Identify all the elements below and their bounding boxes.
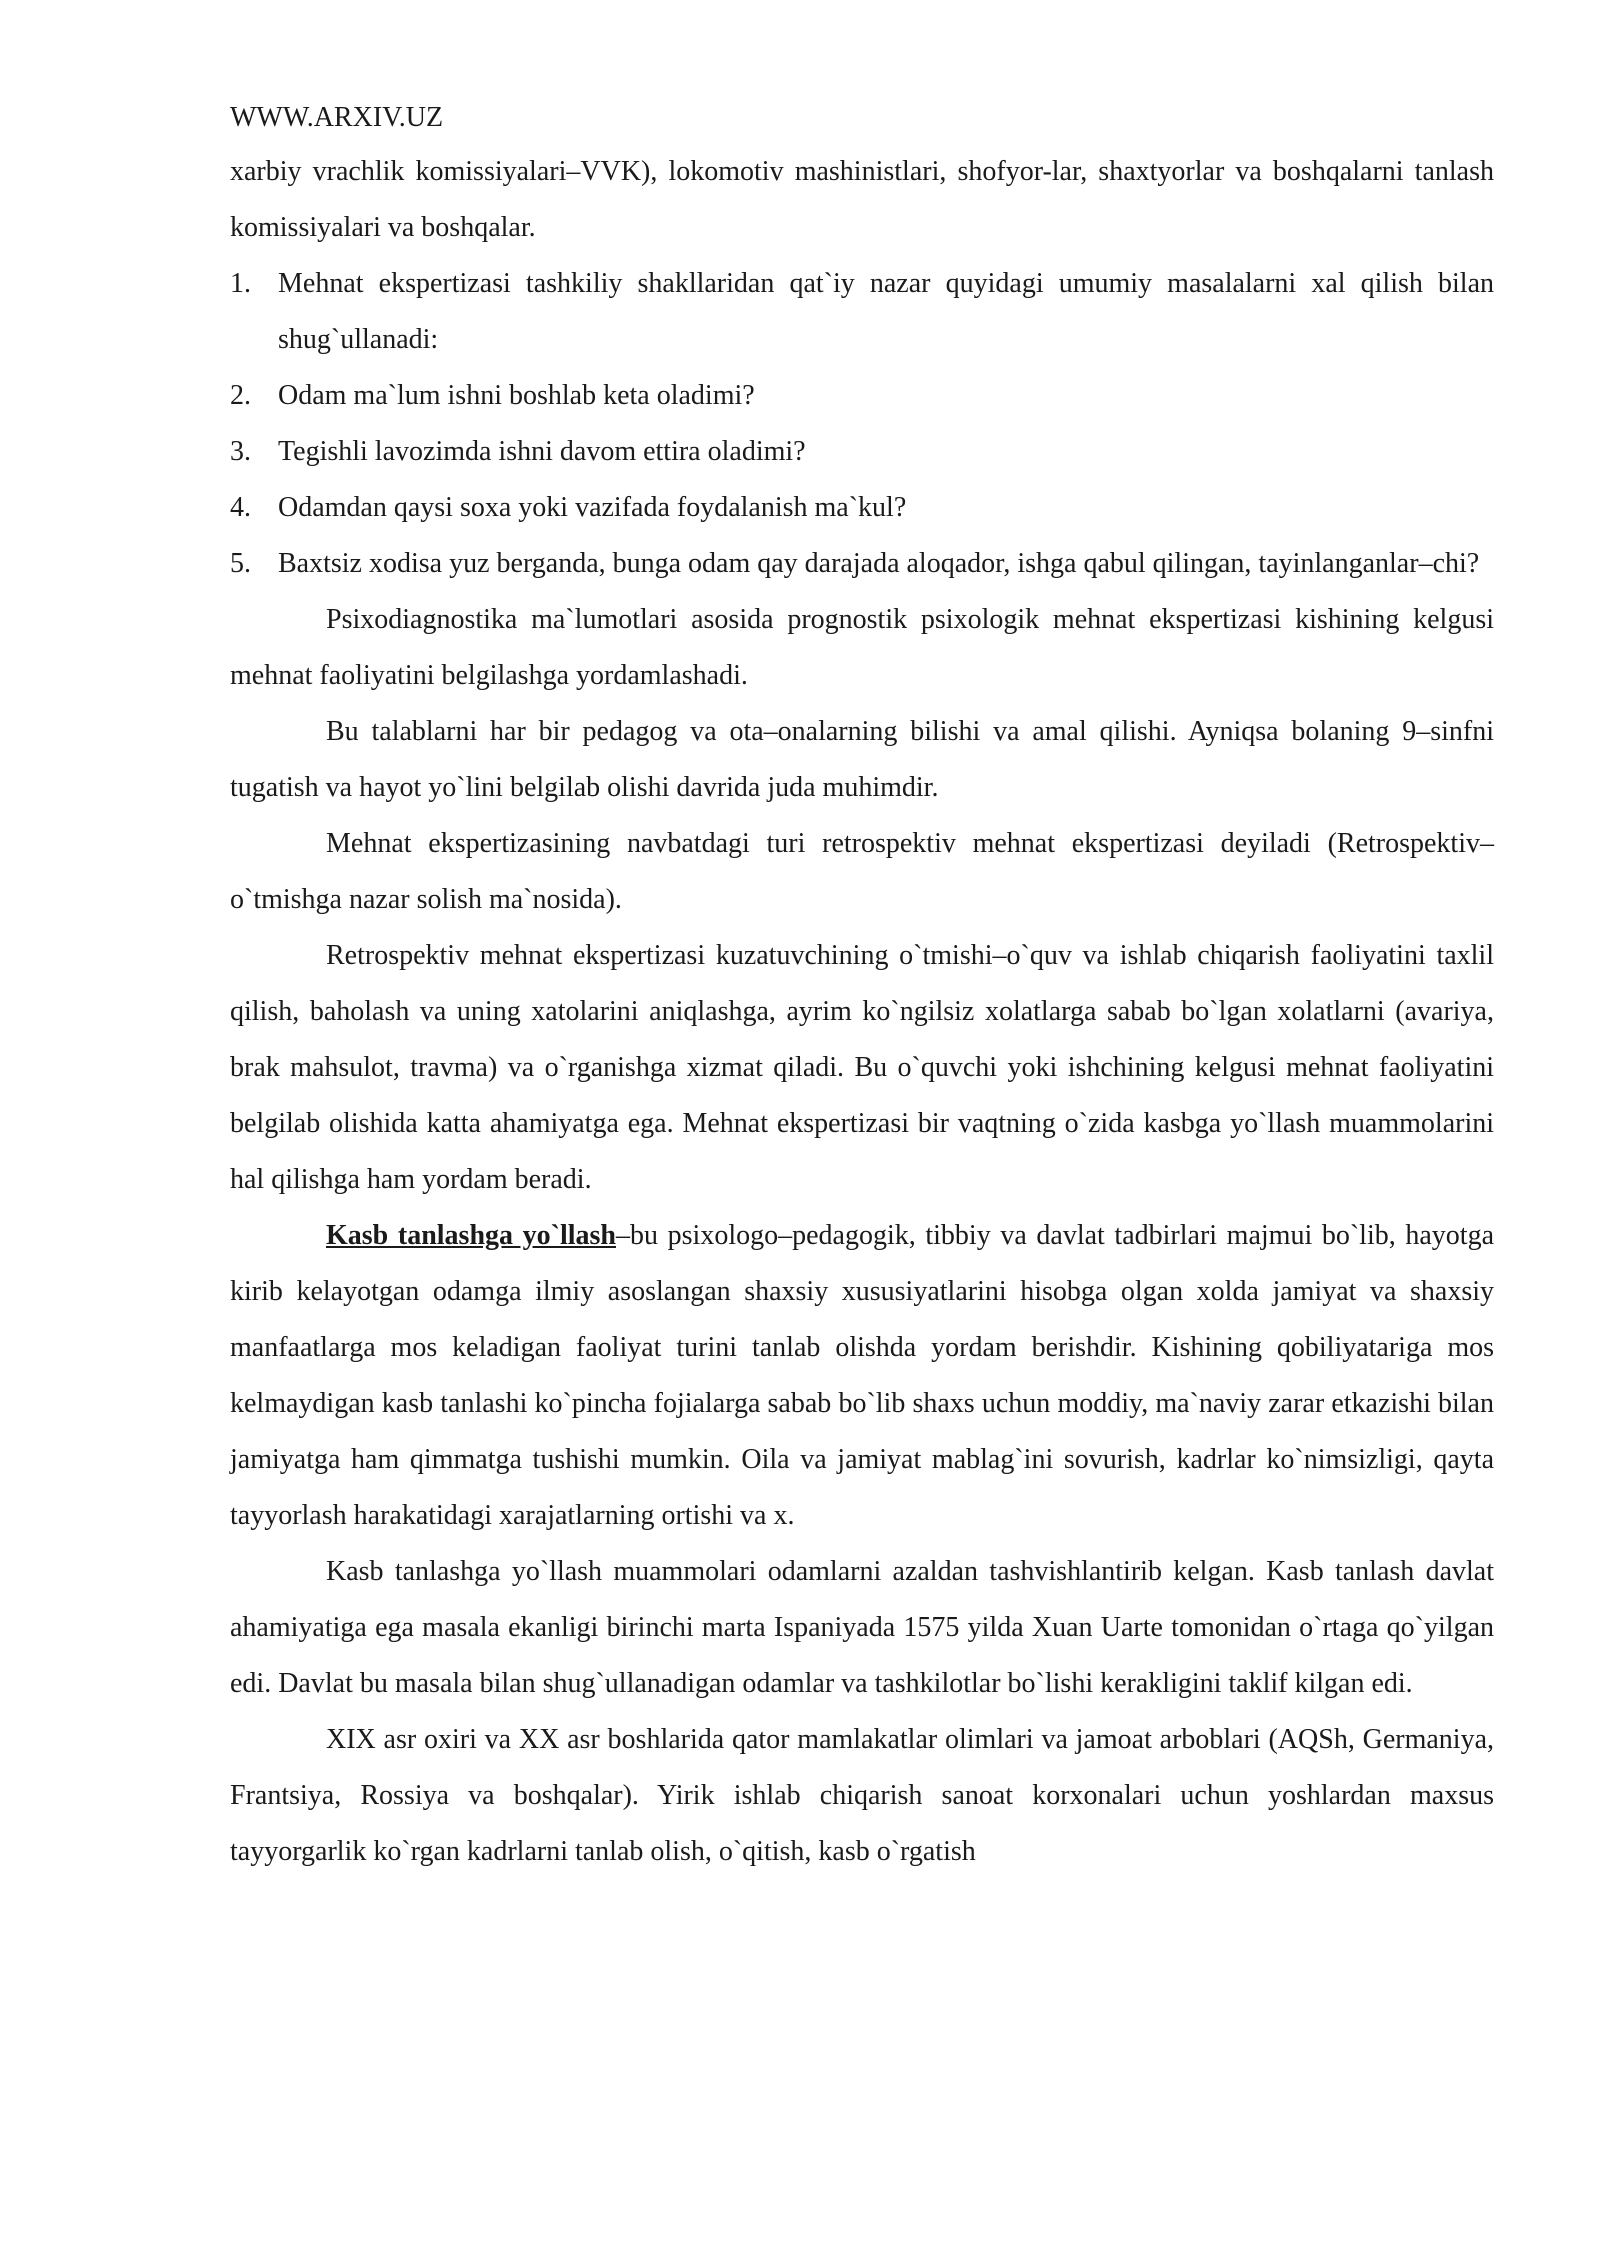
paragraph-kasb-tanlash-history: Kasb tanlashga yo`llash muammolari odamlarni azaldan tashvishlantirib kelgan. Kasb tanlash davlat ahamiyatiga ega masala ekanligi birinchi marta Ispaniyada 1575 yilda Xuan Uarte tomonidan o`rtaga qo`yilgan edi. Davlat bu masala bilan shug`ullanadigan odamlar va tashkilotlar bo`lishi kerakligini taklif kilgan edi. <box>230 1556 1494 1699</box>
list-item <box>230 368 1494 424</box>
paragraph-xix-asr: XIX asr oxiri va XX asr boshlarida qator mamlakatlar olimlari va jamoat arboblari (AQSh, Germaniya, Frantsiya, Rossiya va boshqalar). Yirik ishlab chiqarish sanoat korxonalari uchun yoshlardan maxsus tayyorgarlik ko`rgan kadrlarni tanlab olish, o`qitish, kasb o`rgatish <box>230 1724 1494 1867</box>
list-item-text: Mehnat ekspertizasi tashkiliy shakllaridan qat`iy nazar quyidagi umumiy masalalarni xal qilish bilan shug`ullanadi: <box>278 268 1494 355</box>
paragraph-kasb-tanlash-definition <box>230 1208 1494 1544</box>
site-header: WWW.ARXIV.UZ <box>230 102 444 133</box>
list-item-text: Tegishli lavozimda ishni davom ettira oladimi? <box>278 436 806 467</box>
paragraph-talablar: Bu talablarni har bir pedagog va ota–onalarning bilishi va amal qilishi. Ayniqsa bolaning 9–sinfni tugatish va hayot yo`lini belgilab olishi davrida juda muhimdir. <box>230 716 1494 803</box>
list-item-text: Odamdan qaysi soxa yoki vazifada foydalanish ma`kul? <box>278 492 907 523</box>
list-item-text: Odam ma`lum ishni boshlab keta oladimi? <box>278 380 755 411</box>
document-page <box>230 96 1494 1880</box>
list-item-number: 5. <box>230 548 251 579</box>
defined-term: Kasb tanlashga yo`llash <box>326 1220 617 1251</box>
list-item <box>230 256 1494 368</box>
list-item <box>230 480 1494 536</box>
numbered-list <box>230 256 1494 592</box>
paragraph-retrospektiv-ekspertiza: Retrospektiv mehnat ekspertizasi kuzatuvchining o`tmishi–o`quv va ishlab chiqarish faoliyatini taxlil qilish, baholash va uning xatolarini aniqlashga, ayrim ko`ngilsiz xolatlarga sabab bo`lgan xolatlarni (avariya, brak mahsulot, travma) va o`rganishga xizmat qiladi. Bu o`quvchi yoki ishchining kelgusi mehnat faoliyatini belgilab olishida katta ahamiyatga ega. Mehnat ekspertizasi bir vaqtning o`zida kasbga yo`llash muammolarini hal qilishga ham yordam beradi. <box>230 940 1494 1195</box>
list-item-number: 2. <box>230 380 251 411</box>
list-item-number: 3. <box>230 436 251 467</box>
paragraph-psixodiagnostika: Psixodiagnostika ma`lumotlari asosida prognostik psixologik mehnat ekspertizasi kishining kelgusi mehnat faoliyatini belgilashga yordamlashadi. <box>230 604 1494 691</box>
list-item <box>230 536 1494 592</box>
list-item <box>230 424 1494 480</box>
definition-text: –bu psixologo–pedagogik, tibbiy va davlat tadbirlari majmui bo`lib, hayotga kirib kelayotgan odamga ilmiy asoslangan shaxsiy xususiyatlarini hisobga olgan xolda jamiyat va shaxsiy manfaatlarga mos keladigan faoliyat turini tanlab olishda yordam berishdir. Kishining qobiliyatariga mos kelmaydigan kasb tanlashi ko`pincha fojialarga sabab bo`lib shaxs uchun moddiy, ma`naviy zarar etkazishi bilan jamiyatga ham qimmatga tushishi mumkin. Oila va jamiyat mablag`ini sovurish, kadrlar ko`nimsizligi, qayta tayyorlash harakatidagi xarajatlarning ortishi va x. <box>230 1220 1495 1531</box>
list-item-number: 4. <box>230 492 251 523</box>
paragraph-retrospektiv-turi: Mehnat ekspertizasining navbatdagi turi retrospektiv mehnat ekspertizasi deyiladi (Retrospektiv–o`tmishga nazar solish ma`nosida). <box>230 828 1494 915</box>
intro-paragraph: xarbiy vrachlik komissiyalari–VVK), lokomotiv mashinistlari, shofyor-lar, shaxtyorlar va boshqalarni tanlash komissiyalari va boshqalar. <box>230 156 1494 243</box>
list-item-text: Baxtsiz xodisa yuz berganda, bunga odam qay darajada aloqador, ishga qabul qilingan, tayinlanganlar–chi? <box>278 548 1480 579</box>
list-item-number: 1. <box>230 268 251 299</box>
